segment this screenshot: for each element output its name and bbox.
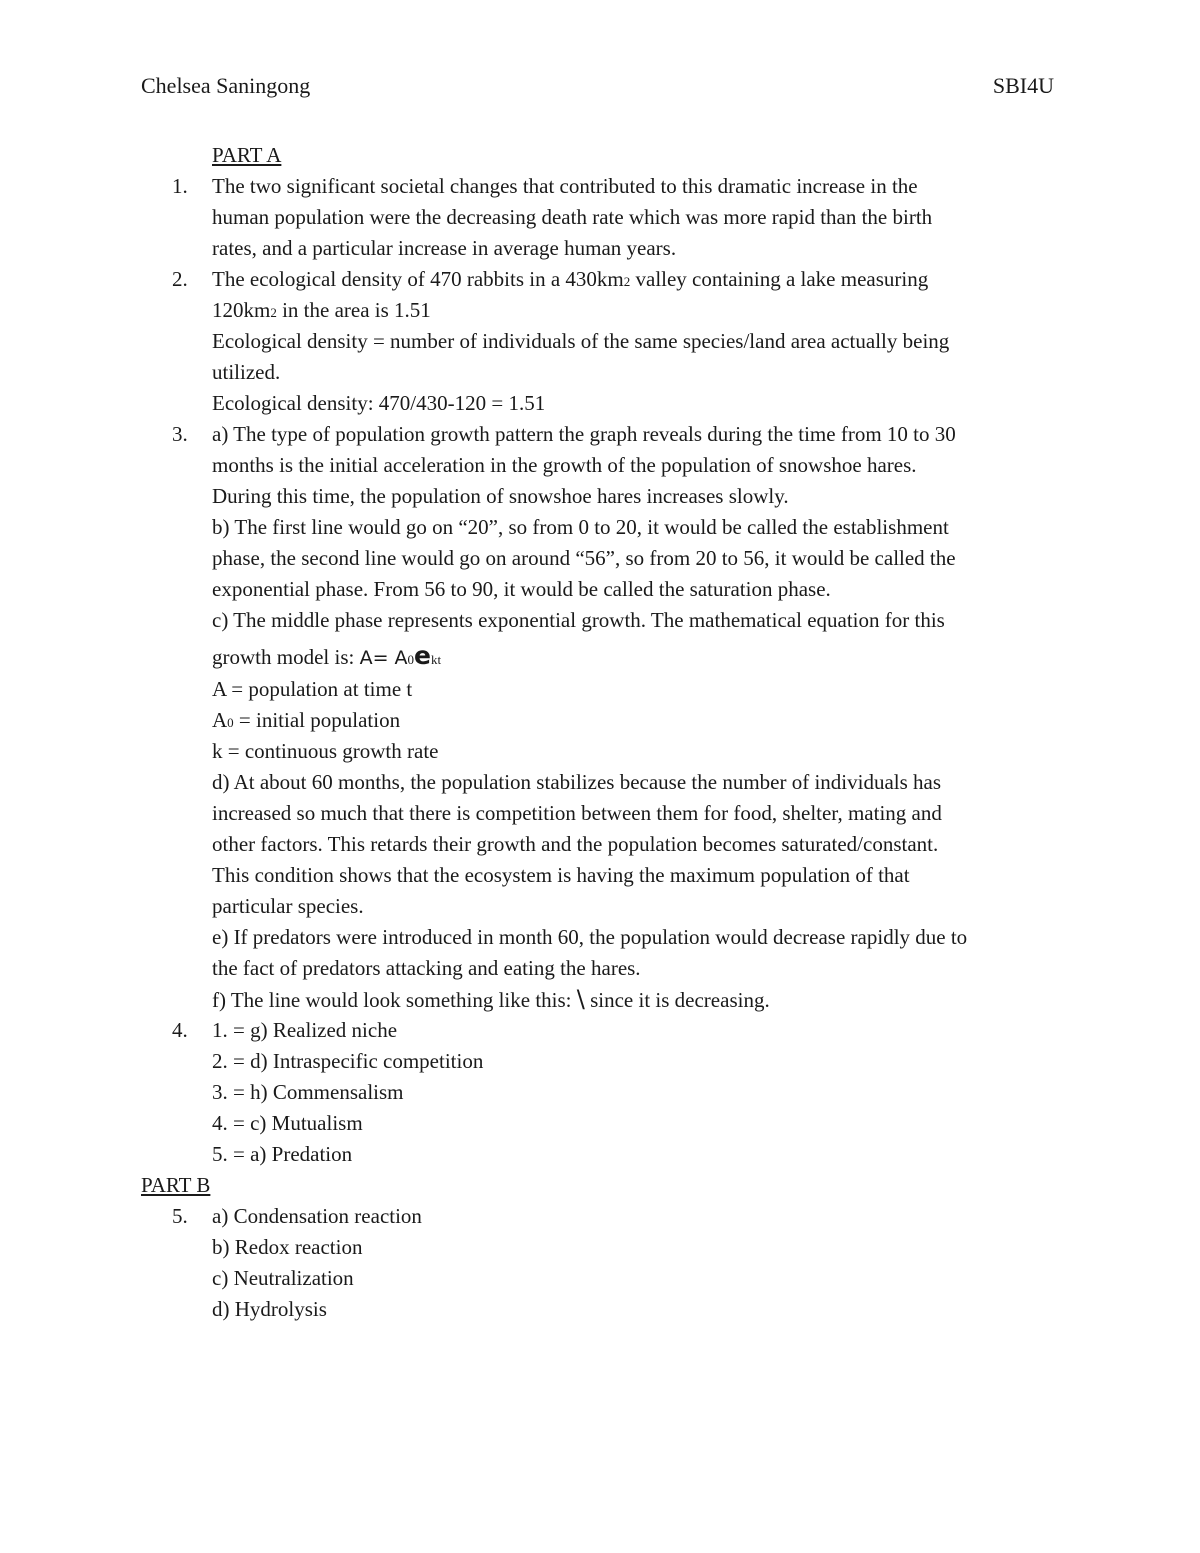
q3d-line-5: particular species. bbox=[212, 894, 364, 918]
q2-line-4: utilized. bbox=[212, 360, 281, 384]
q1-line-2: human population were the decreasing death rate which was more rapid than the birth bbox=[212, 205, 933, 229]
q3f-line: f) The line would look something like this: \ since it is decreasing. bbox=[212, 985, 770, 1013]
q3d-line-2: increased so much that there is competition between them for food, shelter, mating and bbox=[212, 801, 942, 825]
q5-item-2: b) Redox reaction bbox=[212, 1235, 363, 1259]
q3a-line-1: 3. a) The type of population growth pattern the graph reveals during the time from 10 to 30 bbox=[172, 422, 956, 446]
q3e-line-1: e) If predators were introduced in month 60, the population would decrease rapidly due to bbox=[212, 925, 968, 949]
q4-item-4: 4. = c) Mutualism bbox=[212, 1111, 363, 1135]
q3d-line-4: This condition shows that the ecosystem is having the maximum population of that bbox=[212, 863, 910, 887]
decreasing-line-glyph: \ bbox=[576, 985, 585, 1013]
q2-line-1: 2. The ecological density of 470 rabbits in a 430km2 valley containing a lake measuring bbox=[172, 267, 929, 291]
q2-line-5: Ecological density: 470/430-120 = 1.51 bbox=[212, 391, 546, 415]
part-b-heading: PART B bbox=[141, 1173, 211, 1197]
q4-item-3: 3. = h) Commensalism bbox=[212, 1080, 404, 1104]
q1-line-3: rates, and a particular increase in average human years. bbox=[212, 236, 677, 260]
q5-item-3: c) Neutralization bbox=[212, 1266, 354, 1290]
q3c-line-1: c) The middle phase represents exponential growth. The mathematical equation for this bbox=[212, 608, 945, 632]
q3e-line-2: the fact of predators attacking and eating the hares. bbox=[212, 956, 641, 980]
page-header bbox=[141, 70, 1054, 101]
q2-line-2: 120km2 in the area is 1.51 bbox=[212, 298, 431, 322]
q3a-line-3: During this time, the population of snowshoe hares increases slowly. bbox=[212, 484, 789, 508]
q3d-line-3: other factors. This retards their growth and the population becomes saturated/constant. bbox=[212, 832, 939, 856]
q3c-formula: growth model is: A= A0ekt bbox=[212, 641, 442, 670]
q5-item-1: 5. a) Condensation reaction bbox=[172, 1204, 422, 1228]
q3d-line-1: d) At about 60 months, the population stabilizes because the number of individuals has bbox=[212, 770, 942, 794]
part-a-heading: PART A bbox=[212, 143, 282, 167]
q3b-line-1: b) The first line would go on “20”, so from 0 to 20, it would be called the establishment bbox=[212, 515, 949, 539]
q4-item-1: 4. 1. = g) Realized niche bbox=[172, 1018, 398, 1042]
q3a-line-2: months is the initial acceleration in the growth of the population of snowshoe hares. bbox=[212, 453, 917, 477]
q5-item-4: d) Hydrolysis bbox=[212, 1297, 327, 1321]
q4-item-2: 2. = d) Intraspecific competition bbox=[212, 1049, 484, 1073]
q3b-line-3: exponential phase. From 56 to 90, it would be called the saturation phase. bbox=[212, 577, 831, 601]
q4-item-5: 5. = a) Predation bbox=[212, 1142, 353, 1166]
q2-line-3: Ecological density = number of individuals of the same species/land area actually being bbox=[212, 329, 950, 353]
document-body bbox=[141, 140, 1071, 1325]
q3c-def-2: A0 = initial population bbox=[212, 708, 401, 732]
q1-line-1: 1. The two significant societal changes that contributed to this dramatic increase in the bbox=[172, 174, 918, 198]
q3b-line-2: phase, the second line would go on around “56”, so from 20 to 56, it would be called the bbox=[212, 546, 956, 570]
author-name: Chelsea Saningong bbox=[141, 73, 311, 98]
q3c-def-3: k = continuous growth rate bbox=[212, 739, 439, 763]
q3c-def-1: A = population at time t bbox=[212, 677, 413, 701]
course-code: SBI4U bbox=[992, 73, 1054, 98]
